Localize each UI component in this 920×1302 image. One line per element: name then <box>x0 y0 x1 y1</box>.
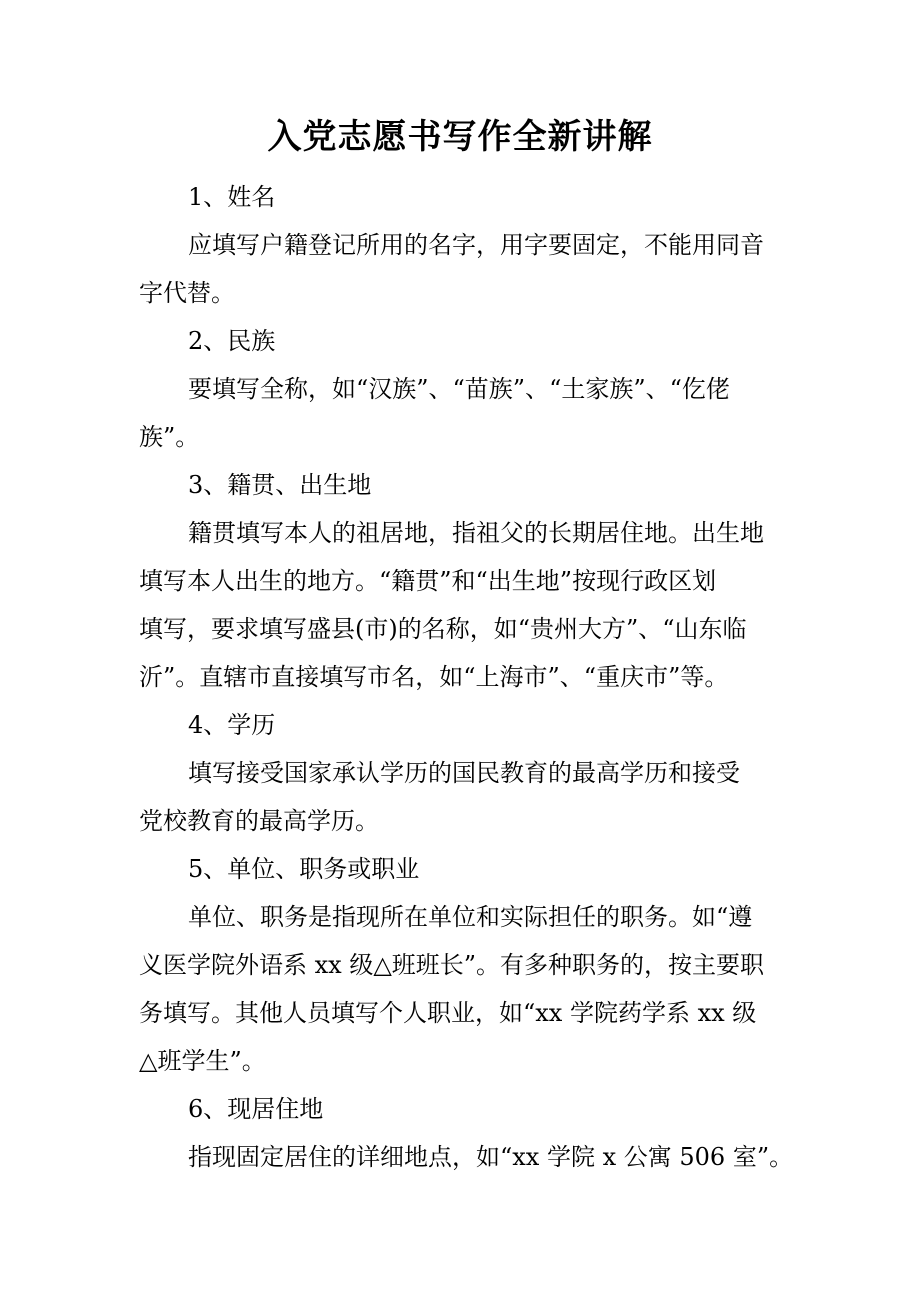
paragraph-line: 沂”。直辖市直接填写市名，如“上海市”、“重庆市”等。 <box>139 663 729 691</box>
paragraph-line: 指现固定居住的详细地点，如“xx 学院 x 公寓 506 室”。 <box>188 1143 794 1171</box>
section-heading-native-place: 3、籍贯、出生地 <box>188 471 372 499</box>
paragraph-line: 应填写户籍登记所用的名字，用字要固定，不能用同音 <box>188 231 764 259</box>
section-heading-residence: 6、现居住地 <box>188 1095 324 1123</box>
paragraph-line: △班学生”。 <box>139 1047 266 1075</box>
paragraph-line: 字代替。 <box>139 279 235 307</box>
paragraph-line: 义医学院外语系 xx 级△班班长”。有多种职务的，按主要职 <box>139 951 765 979</box>
paragraph-line: 单位、职务是指现所在单位和实际担任的职务。如“遵 <box>188 903 753 931</box>
section-heading-name: 1、姓名 <box>188 183 276 211</box>
paragraph-line: 籍贯填写本人的祖居地，指祖父的长期居住地。出生地 <box>188 519 764 547</box>
paragraph-line: 填写接受国家承认学历的国民教育的最高学历和接受 <box>188 759 740 787</box>
paragraph-line: 族”。 <box>139 423 200 451</box>
paragraph-line: 要填写全称，如“汉族”、“苗族”、“土家族”、“仡佬 <box>188 375 730 403</box>
section-heading-education: 4、学历 <box>188 711 276 739</box>
paragraph-line: 党校教育的最高学历。 <box>139 807 379 835</box>
paragraph-line: 填写本人出生的地方。“籍贯”和“出生地”按现行政区划 <box>139 567 717 595</box>
section-heading-ethnicity: 2、民族 <box>188 327 276 355</box>
paragraph-line: 务填写。其他人员填写个人职业，如“xx 学院药学系 xx 级 <box>139 999 757 1027</box>
document-title: 入党志愿书写作全新讲解 <box>267 117 653 157</box>
section-heading-occupation: 5、单位、职务或职业 <box>188 855 420 883</box>
paragraph-line: 填写，要求填写盛县(市)的名称，如“贵州大方”、“山东临 <box>139 615 747 643</box>
